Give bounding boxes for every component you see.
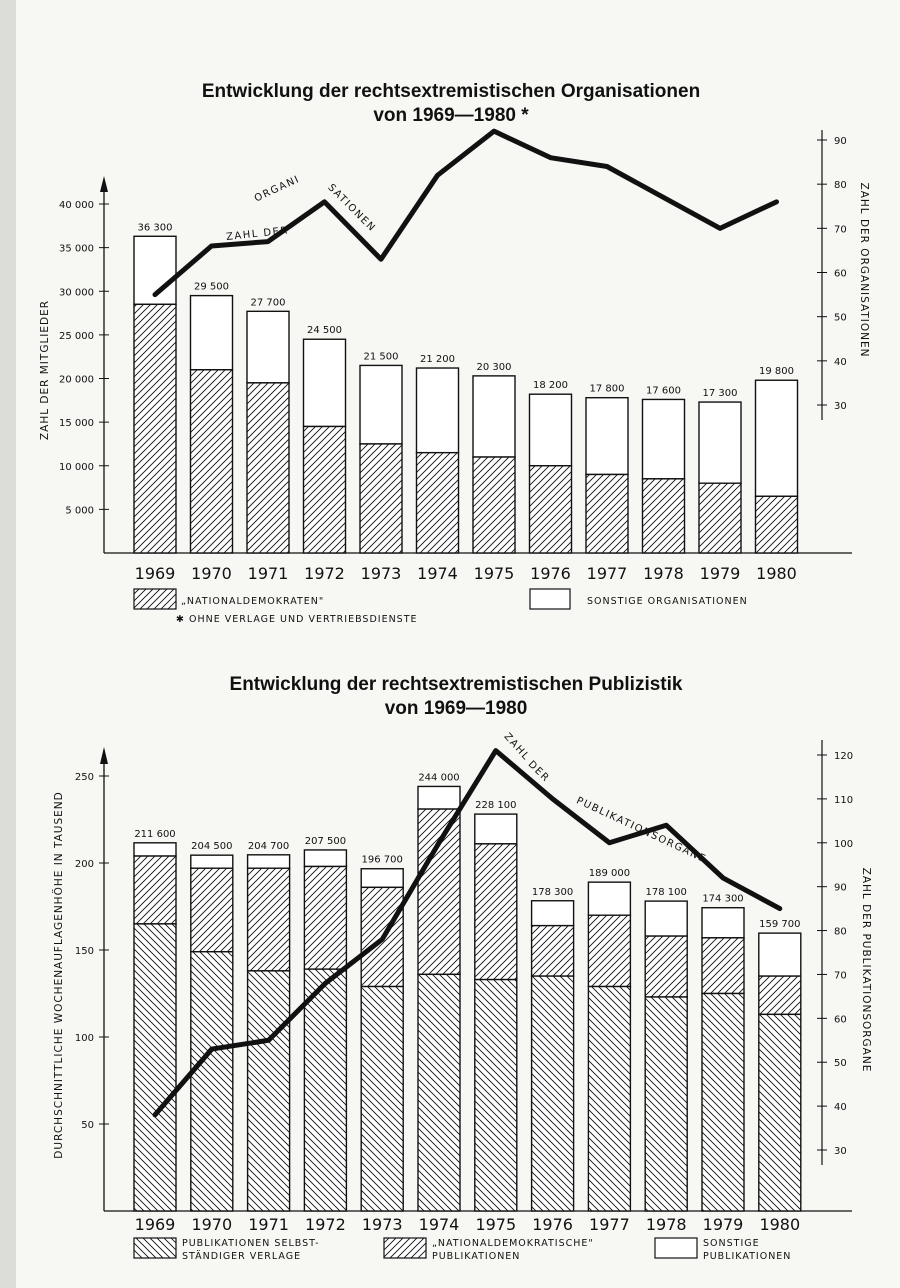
chart2-bar-sonstige [702,908,744,938]
chart2-ytick-label: 100 [74,1033,94,1044]
chart1-ytick-label: 40 000 [59,200,94,211]
chart1-ylabel: ZAHL DER MITGLIEDER [39,299,51,441]
chart1-year-label: 1969 [134,564,176,583]
chart2-bar-nationaldemokratische [475,844,517,980]
chart1-data-label: 17 600 [646,385,681,397]
chart2-bar-selbststaendige [588,987,630,1211]
chart2-bar-sonstige [645,901,687,936]
chart2-bar-sonstige [134,843,176,856]
chart1-bar-sonstige [643,399,685,478]
chart1-y2tick-label: 50 [834,312,847,324]
chart2-bar-sonstige [475,814,517,844]
chart1-year-label: 1971 [247,564,289,583]
chart2-data-label: 204 500 [191,841,233,853]
chart2-data-label: 207 500 [304,835,347,847]
chart2-bar-selbststaendige [248,971,290,1211]
chart1-data-label: 19 800 [759,366,794,378]
chart2-bar-selbststaendige [532,976,574,1211]
chart1-bar-nationaldemokraten [304,426,346,553]
chart1-data-label: 27 700 [250,297,286,309]
chart2-data-label: 178 100 [645,887,687,899]
chart1-bar-nationaldemokraten [530,466,572,553]
chart1-bar-nationaldemokraten [699,483,741,553]
chart1-bar-sonstige [191,296,233,370]
chart1-data-label: 18 200 [533,380,568,392]
chart1-year-label: 1978 [643,564,684,583]
chart2-bar-nationaldemokratische [588,915,630,986]
chart2-bar-selbststaendige [304,969,346,1211]
chart2-data-label: 228 100 [475,800,517,812]
chart1-bar-sonstige [530,394,572,466]
chart-organisationen [0,0,900,640]
chart2-bar-sonstige [361,869,403,888]
chart1-bar-nationaldemokraten [247,383,289,553]
chart2-legend-swatch-sonstige [655,1238,697,1258]
chart1-legend-swatch-sonstige [530,589,570,609]
chart1-data-label: 29 500 [194,281,229,293]
chart2-legend-selbststaendige-line1: PUBLIKATIONEN SELBST- [182,1238,320,1249]
chart2-data-label: 196 700 [361,854,403,866]
chart2-bar-nationaldemokratische [759,976,801,1014]
chart2-title: Entwicklung der rechtsextremistischen Publizistik [229,674,683,695]
chart2-y2tick-label: 90 [834,882,847,894]
chart2-ylabel: DURCHSCHNITTLICHE WOCHENAUFLAGENHÖHE IN TAUSEND [53,791,65,1159]
chart1-year-label: 1973 [360,564,402,583]
chart1-bar-sonstige [699,402,741,483]
chart1-line-label-part: SATIONEN [325,182,378,235]
chart2-bar-sonstige [759,933,801,976]
chart2-y2tick-label: 120 [834,751,854,762]
chart2-line-label-part: PUBLIKATIONSORGANE [574,795,709,866]
chart2-y2tick-label: 40 [834,1102,847,1114]
chart1-bar-sonstige [304,339,346,426]
chart1-legend-swatch-nationaldemokraten [134,589,176,609]
chart2-ytick-label: 150 [74,946,94,957]
chart2-bar-sonstige [304,850,346,867]
chart2-legend-sonstige-line2: PUBLIKATIONEN [703,1251,792,1262]
chart1-ytick-label: 15 000 [59,418,94,430]
chart1-year-label: 1970 [191,564,232,583]
chart2-year-label: 1973 [361,1215,403,1234]
chart2-year-label: 1972 [305,1215,346,1234]
chart2-data-label: 178 300 [531,886,574,898]
chart1-ytick-label: 30 000 [59,287,94,299]
chart2-bar-selbststaendige [191,952,233,1211]
chart2-bar-selbststaendige [645,997,687,1211]
chart1-y2tick-label: 70 [834,224,847,236]
chart1-ytick-label: 25 000 [59,330,94,342]
chart2-legend-sonstige-line1: SONSTIGE [703,1238,760,1249]
chart1-bar-nationaldemokraten [643,479,685,553]
chart1-year-label: 1980 [756,564,797,583]
chart1-line-organisationen [155,131,777,294]
chart2-year-label: 1971 [248,1215,289,1234]
chart1-data-label: 17 300 [702,388,738,400]
chart1-ytick-label: 20 000 [59,374,94,386]
chart1-bar-nationaldemokraten [756,496,798,553]
chart2-data-label: 244 000 [418,772,460,784]
chart1-bar-sonstige [473,376,515,457]
chart1-footnote: ✱ OHNE VERLAGE UND VERTRIEBSDIENSTE [176,614,418,625]
chart1-bar-nationaldemokraten [417,453,459,553]
chart2-year-label: 1978 [645,1215,687,1234]
chart2-y2tick-label: 50 [834,1058,847,1070]
chart2-bar-selbststaendige [134,924,176,1211]
chart1-bar-sonstige [586,398,628,475]
chart1-bar-nationaldemokraten [473,457,515,553]
chart1-ytick-label: 10 000 [59,461,94,473]
chart2-ytick-label: 200 [74,859,94,870]
chart2-data-label: 174 300 [702,893,744,905]
chart1-y2tick-label: 30 [834,401,847,412]
chart2-year-label: 1970 [191,1215,233,1234]
chart1-bar-sonstige [247,311,289,383]
chart1-y2label: ZAHL DER ORGANISATIONEN [858,182,870,358]
chart1-legend-sonstige: SONSTIGE ORGANISATIONEN [587,596,748,607]
chart2-year-label: 1974 [418,1215,460,1234]
chart1-data-label: 17 800 [589,383,625,395]
chart1-bar-nationaldemokraten [586,474,628,553]
chart1-ytick-label: 35 000 [59,243,94,255]
chart2-data-label: 159 700 [759,919,801,931]
chart2-y2tick-label: 30 [834,1146,847,1157]
chart1-y-axis-arrow [100,176,108,192]
chart2-legend-nationaldemokratische-line2: PUBLIKATIONEN [432,1251,521,1262]
chart1-year-label: 1979 [699,564,741,583]
chart2-y2tick-label: 80 [834,926,847,938]
chart2-legend-swatch-nationaldemokratische [384,1238,426,1258]
chart2-bar-sonstige [191,855,233,868]
chart1-bar-nationaldemokraten [360,444,402,553]
chart2-legend-nationaldemokratische-line1: „NATIONALDEMOKRATISCHE" [432,1238,594,1249]
chart1-y2tick-label: 60 [834,268,847,280]
chart2-legend-selbststaendige-line2: STÄNDIGER VERLAGE [182,1251,302,1262]
chart1-data-label: 21 200 [420,354,455,366]
chart1-line-label-part: ZAHL DER [225,225,290,243]
chart2-bar-nationaldemokratische [418,809,460,974]
chart1-y2tick-label: 40 [834,356,847,368]
chart2-bar-sonstige [418,786,460,809]
chart2-bar-selbststaendige [702,994,744,1212]
chart1-data-label: 21 500 [363,351,399,363]
chart2-year-label: 1979 [702,1215,744,1234]
chart1-bar-sonstige [360,365,402,444]
chart2-year-label: 1976 [532,1215,573,1234]
chart1-year-label: 1975 [473,564,515,583]
chart2-bar-sonstige [532,901,574,926]
chart2-legend-swatch-selbststaendige [134,1238,176,1258]
chart1-year-label: 1974 [417,564,458,583]
chart1-bar-nationaldemokraten [191,370,233,553]
chart2-data-label: 204 700 [247,840,290,852]
chart2-bar-selbststaendige [418,974,460,1211]
chart2-bar-selbststaendige [759,1014,801,1211]
chart2-bar-nationaldemokratische [645,936,687,997]
chart2-data-label: 189 000 [588,868,631,880]
chart2-line-label-part: ZAHL [501,731,532,763]
chart1-line-label-part: ORGANI [252,173,302,205]
chart2-bar-selbststaendige [475,980,517,1211]
chart1-legend-nationaldemokraten: „NATIONALDEMOKRATEN" [181,596,325,607]
chart2-year-label: 1975 [475,1215,517,1234]
chart2-bar-nationaldemokratische [248,868,290,971]
chart2-bar-nationaldemokratische [191,868,233,952]
chart2-year-label: 1977 [589,1215,630,1234]
chart1-data-label: 36 300 [137,222,173,234]
chart2-bar-nationaldemokratische [532,926,574,976]
chart2-ytick-label: 50 [81,1120,94,1131]
chart1-bar-sonstige [417,368,459,453]
chart2-line-label-part: DER [525,758,552,785]
chart1-bar-sonstige [756,380,798,496]
chart-publizistik [0,640,900,1288]
chart2-ytick-label: 250 [74,772,94,783]
chart2-y2tick-label: 100 [834,838,854,850]
chart2-bar-sonstige [248,855,290,868]
chart2-y2label: ZAHL DER PUBLIKATIONSORGANE [860,867,872,1073]
chart2-bar-nationaldemokratische [702,938,744,994]
chart2-bar-sonstige [588,882,630,915]
chart1-y2tick-label: 80 [834,180,847,192]
chart1-ytick-label: 5 000 [65,505,94,517]
chart1-year-label: 1976 [530,564,571,583]
chart2-subtitle: von 1969—1980 [384,698,528,719]
chart1-y2tick-label: 90 [834,136,847,147]
chart2-y-axis-arrow [100,747,108,764]
chart2-bar-selbststaendige [361,987,403,1211]
chart2-y2tick-label: 70 [834,970,847,982]
chart1-title: Entwicklung der rechtsextremistischen Organisationen [201,81,701,102]
chart1-bar-nationaldemokraten [134,304,176,553]
chart2-y2tick-label: 110 [834,794,854,806]
chart2-data-label: 211 600 [134,828,176,840]
chart1-subtitle: von 1969—1980 * [373,105,529,126]
chart1-year-label: 1972 [304,564,345,583]
chart2-bar-nationaldemokratische [134,856,176,924]
chart1-data-label: 24 500 [307,325,342,337]
chart2-bar-nationaldemokratische [304,866,346,969]
chart2-year-label: 1980 [759,1215,801,1234]
chart1-data-label: 20 300 [476,361,512,373]
chart2-year-label: 1969 [134,1215,176,1234]
chart1-year-label: 1977 [586,564,628,583]
chart2-y2tick-label: 60 [834,1014,847,1026]
